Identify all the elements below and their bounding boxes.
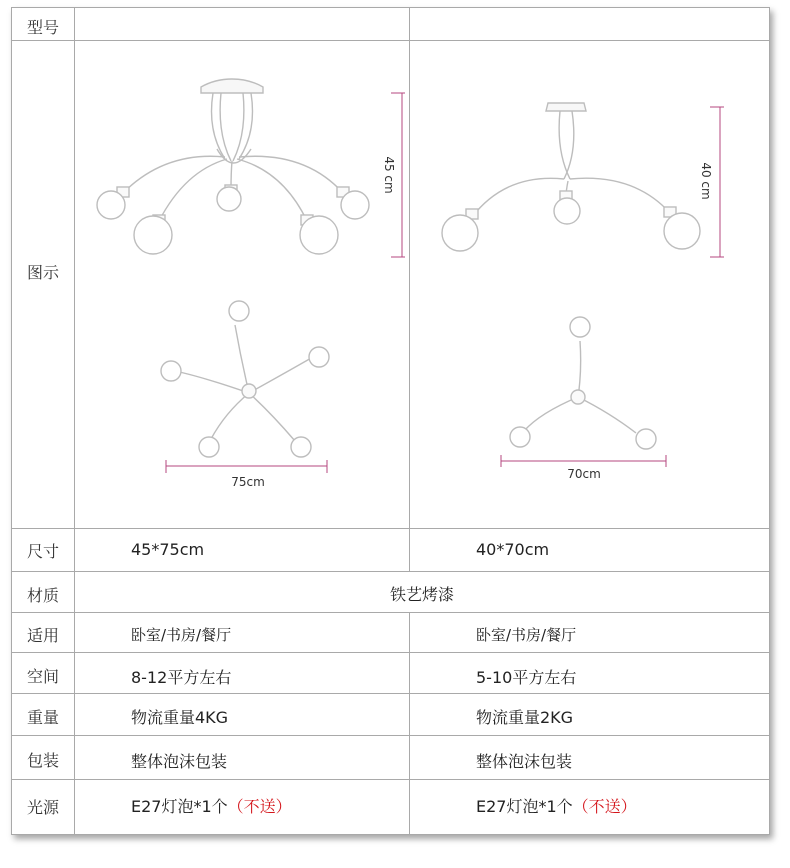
light-left-note: （不送） <box>227 797 292 816</box>
right-width-label: 70cm <box>567 467 601 481</box>
three-arm-lamp-diagram <box>410 41 768 528</box>
material-value: 铁艺烤漆 <box>389 585 454 604</box>
grid-line <box>11 528 770 529</box>
row-label-light: 光源 <box>26 798 59 817</box>
left-height-label: 45 cm <box>382 156 396 194</box>
grid-line <box>11 735 770 736</box>
grid-line <box>11 571 770 572</box>
light-left-text: E27灯泡*1个 <box>131 797 228 816</box>
spec-table <box>11 7 770 835</box>
light-right-note: （不送） <box>572 797 637 816</box>
grid-line <box>11 693 770 694</box>
row-label-weight: 重量 <box>26 708 59 727</box>
grid-line <box>11 779 770 780</box>
grid-line <box>409 612 410 835</box>
row-label-space: 空间 <box>26 667 59 686</box>
left-width-label: 75cm <box>231 475 265 489</box>
row-label-figure: 图示 <box>26 263 59 282</box>
row-label-model: 型号 <box>26 18 59 37</box>
grid-line <box>769 7 770 835</box>
size-right-value: 40*70cm <box>476 540 550 559</box>
width-dimension-line <box>501 455 666 467</box>
grid-line <box>11 834 770 835</box>
size-left-value: 45*75cm <box>131 540 205 559</box>
right-height-label: 40 cm <box>699 162 713 200</box>
width-dimension-line <box>166 460 327 473</box>
use-left-value: 卧室/书房/餐厅 <box>131 626 232 644</box>
row-label-size: 尺寸 <box>26 542 59 561</box>
light-right-value <box>476 794 637 817</box>
space-right-value: 5-10平方左右 <box>476 668 577 687</box>
light-right-text: E27灯泡*1个 <box>476 797 573 816</box>
light-left-value <box>131 794 292 817</box>
use-right-value: 卧室/书房/餐厅 <box>476 626 577 644</box>
package-right-value: 整体泡沫包装 <box>476 752 573 771</box>
space-left-value: 8-12平方左右 <box>131 668 232 687</box>
grid-line <box>11 7 770 8</box>
row-label-package: 包装 <box>26 751 59 770</box>
weight-right-value: 物流重量2KG <box>476 708 574 727</box>
five-arm-lamp-diagram <box>75 41 409 528</box>
weight-left-value: 物流重量4KG <box>131 708 229 727</box>
package-left-value: 整体泡沫包装 <box>131 752 228 771</box>
row-label-use: 适用 <box>26 626 59 645</box>
grid-line <box>11 652 770 653</box>
row-label-material: 材质 <box>26 586 59 605</box>
grid-line <box>11 612 770 613</box>
